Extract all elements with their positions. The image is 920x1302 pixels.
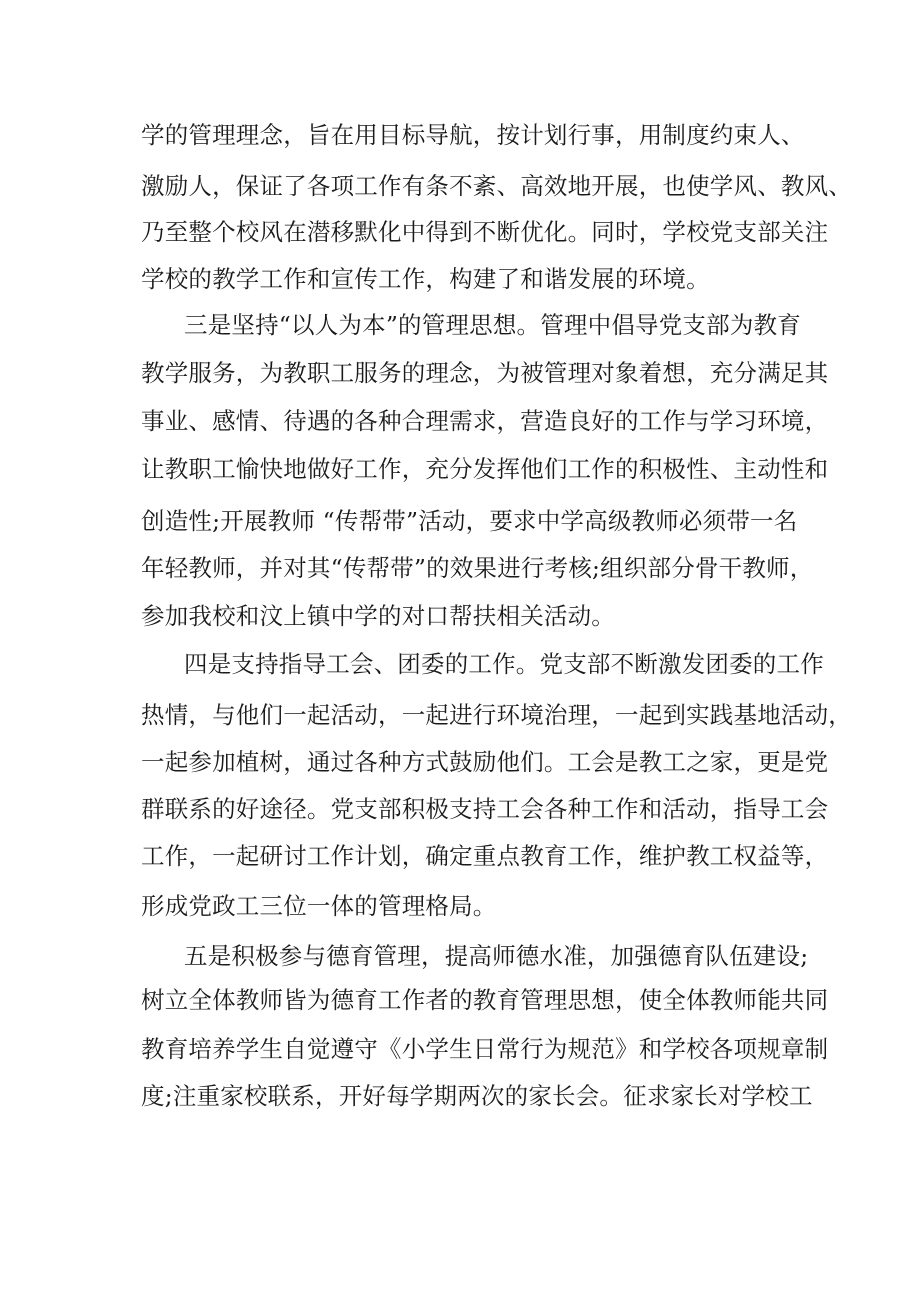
text-line: 激励人，保证了各项工作有条不紊、高效地开展，也使学风、教风、 <box>141 172 852 200</box>
text-line: 度;注重家校联系，开好每学期两次的家长会。征求家长对学校工 <box>141 1082 813 1110</box>
text-line: 教学服务，为教职工服务的理念，为被管理对象着想，充分满足其 <box>141 359 829 387</box>
text-line: 热情，与他们一起活动，一起进行环境治理，一起到实践基地活动， <box>141 701 852 729</box>
text-line: 让教职工愉快地做好工作，充分发挥他们工作的积极性、主动性和 <box>141 455 829 483</box>
text-line: 学校的教学工作和宣传工作，构建了和谐发展的环境。 <box>141 265 710 293</box>
text-line: 年轻教师，并对其“传帮带”的效果进行考核;组织部分骨干教师， <box>141 554 814 582</box>
text-line: 学的管理理念，旨在用目标导航，按计划行事，用制度约束人、 <box>141 121 805 149</box>
text-line: 参加我校和汶上镇中学的对口帮扶相关活动。 <box>141 602 615 630</box>
text-line: 形成党政工三位一体的管理格局。 <box>141 892 497 920</box>
paragraph-4-start: 四是支持指导工会、团委的工作。党支部不断激发团委的工作 <box>184 650 824 678</box>
paragraph-5-start: 五是积极参与德育管理，提高师德水准，加强德育队伍建设; <box>184 942 809 970</box>
text-line: 工作，一起研讨工作计划，确定重点教育工作，维护教工权益等， <box>141 842 829 870</box>
text-line: 创造性;开展教师 “传帮带”活动，要求中学高级教师必须带一名 <box>141 507 798 535</box>
text-line: 乃至整个校风在潜移默化中得到不断优化。同时，学校党支部关注 <box>141 218 829 246</box>
text-line: 教育培养学生自觉遵守《小学生日常行为规范》和学校各项规章制 <box>141 1035 829 1063</box>
text-line: 事业、感情、待遇的各种合理需求，营造良好的工作与学习环境， <box>141 407 829 435</box>
text-line: 树立全体教师皆为德育工作者的教育管理思想，使全体教师能共同 <box>141 986 829 1014</box>
text-line: 群联系的好途径。党支部积极支持工会各种工作和活动，指导工会 <box>141 795 829 823</box>
paragraph-3-start: 三是坚持“以人为本”的管理思想。管理中倡导党支部为教育 <box>184 311 801 339</box>
text-line: 一起参加植树，通过各种方式鼓励他们。工会是教工之家，更是党 <box>141 748 829 776</box>
